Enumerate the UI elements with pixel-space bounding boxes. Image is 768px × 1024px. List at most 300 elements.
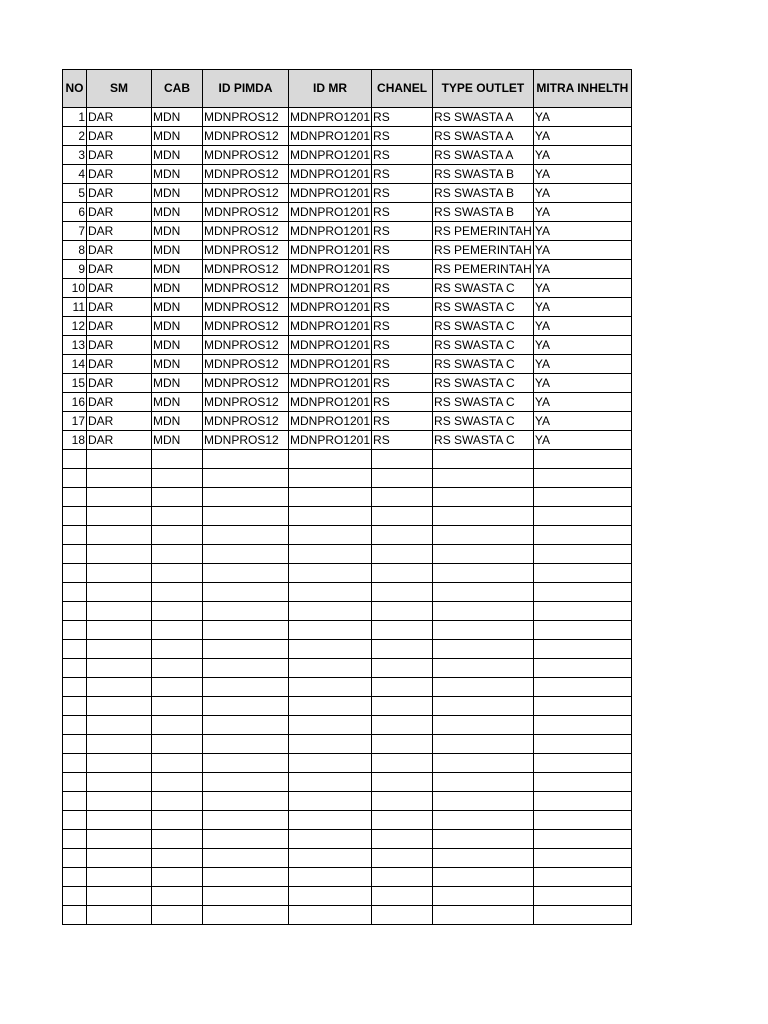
- empty-cell[interactable]: [87, 602, 152, 621]
- empty-cell[interactable]: [203, 640, 289, 659]
- cell-id-pimda[interactable]: MDNPROS12: [203, 317, 289, 336]
- empty-cell[interactable]: [63, 697, 87, 716]
- empty-cell[interactable]: [433, 716, 534, 735]
- empty-cell[interactable]: [533, 659, 631, 678]
- empty-cell[interactable]: [289, 640, 372, 659]
- empty-cell[interactable]: [372, 697, 433, 716]
- empty-cell[interactable]: [63, 450, 87, 469]
- cell-type-outlet[interactable]: RS SWASTA B: [433, 184, 534, 203]
- cell-cab[interactable]: MDN: [152, 127, 203, 146]
- empty-cell[interactable]: [203, 583, 289, 602]
- empty-cell[interactable]: [152, 906, 203, 925]
- empty-cell[interactable]: [372, 792, 433, 811]
- cell-sm[interactable]: DAR: [87, 279, 152, 298]
- empty-cell[interactable]: [63, 716, 87, 735]
- cell-id-mr[interactable]: MDNPRO1201: [289, 374, 372, 393]
- empty-cell[interactable]: [372, 659, 433, 678]
- cell-mitra-inhelth[interactable]: YA: [533, 260, 631, 279]
- empty-cell[interactable]: [289, 469, 372, 488]
- cell-mitra-inhelth[interactable]: YA: [533, 298, 631, 317]
- cell-sm[interactable]: DAR: [87, 222, 152, 241]
- cell-mitra-inhelth[interactable]: YA: [533, 355, 631, 374]
- cell-id-pimda[interactable]: MDNPROS12: [203, 108, 289, 127]
- cell-cab[interactable]: MDN: [152, 298, 203, 317]
- cell-id-mr[interactable]: MDNPRO1201: [289, 412, 372, 431]
- cell-chanel[interactable]: RS: [372, 127, 433, 146]
- cell-type-outlet[interactable]: RS SWASTA A: [433, 146, 534, 165]
- cell-sm[interactable]: DAR: [87, 355, 152, 374]
- empty-cell[interactable]: [533, 887, 631, 906]
- empty-cell[interactable]: [152, 735, 203, 754]
- empty-cell[interactable]: [63, 659, 87, 678]
- cell-mitra-inhelth[interactable]: YA: [533, 184, 631, 203]
- empty-cell[interactable]: [87, 868, 152, 887]
- empty-cell[interactable]: [289, 792, 372, 811]
- header-cell-mitra-inhelth[interactable]: MITRA INHELTH: [533, 70, 631, 108]
- empty-cell[interactable]: [203, 754, 289, 773]
- empty-cell[interactable]: [63, 678, 87, 697]
- cell-chanel[interactable]: RS: [372, 393, 433, 412]
- empty-cell[interactable]: [372, 716, 433, 735]
- empty-cell[interactable]: [152, 545, 203, 564]
- cell-mitra-inhelth[interactable]: YA: [533, 165, 631, 184]
- empty-cell[interactable]: [433, 545, 534, 564]
- cell-id-mr[interactable]: MDNPRO1201: [289, 222, 372, 241]
- cell-no[interactable]: 5: [63, 184, 87, 203]
- cell-sm[interactable]: DAR: [87, 127, 152, 146]
- empty-cell[interactable]: [63, 735, 87, 754]
- cell-mitra-inhelth[interactable]: YA: [533, 241, 631, 260]
- cell-cab[interactable]: MDN: [152, 165, 203, 184]
- empty-cell[interactable]: [152, 659, 203, 678]
- cell-type-outlet[interactable]: RS PEMERINTAH: [433, 222, 534, 241]
- cell-cab[interactable]: MDN: [152, 146, 203, 165]
- empty-cell[interactable]: [433, 640, 534, 659]
- header-cell-id-mr[interactable]: ID MR: [289, 70, 372, 108]
- empty-cell[interactable]: [289, 602, 372, 621]
- cell-no[interactable]: 8: [63, 241, 87, 260]
- cell-type-outlet[interactable]: RS SWASTA C: [433, 374, 534, 393]
- cell-mitra-inhelth[interactable]: YA: [533, 127, 631, 146]
- empty-cell[interactable]: [372, 678, 433, 697]
- cell-cab[interactable]: MDN: [152, 393, 203, 412]
- cell-id-pimda[interactable]: MDNPROS12: [203, 298, 289, 317]
- empty-cell[interactable]: [87, 621, 152, 640]
- cell-cab[interactable]: MDN: [152, 279, 203, 298]
- empty-cell[interactable]: [63, 830, 87, 849]
- cell-chanel[interactable]: RS: [372, 412, 433, 431]
- empty-cell[interactable]: [203, 526, 289, 545]
- empty-cell[interactable]: [87, 507, 152, 526]
- empty-cell[interactable]: [289, 773, 372, 792]
- empty-cell[interactable]: [289, 906, 372, 925]
- empty-cell[interactable]: [203, 792, 289, 811]
- cell-sm[interactable]: DAR: [87, 374, 152, 393]
- empty-cell[interactable]: [533, 716, 631, 735]
- empty-cell[interactable]: [433, 868, 534, 887]
- empty-cell[interactable]: [87, 830, 152, 849]
- cell-id-mr[interactable]: MDNPRO1201: [289, 127, 372, 146]
- cell-chanel[interactable]: RS: [372, 298, 433, 317]
- cell-type-outlet[interactable]: RS SWASTA C: [433, 279, 534, 298]
- cell-type-outlet[interactable]: RS SWASTA C: [433, 355, 534, 374]
- empty-cell[interactable]: [433, 849, 534, 868]
- empty-cell[interactable]: [433, 678, 534, 697]
- cell-type-outlet[interactable]: RS PEMERINTAH: [433, 260, 534, 279]
- empty-cell[interactable]: [152, 526, 203, 545]
- cell-id-pimda[interactable]: MDNPROS12: [203, 412, 289, 431]
- cell-no[interactable]: 1: [63, 108, 87, 127]
- cell-cab[interactable]: MDN: [152, 184, 203, 203]
- empty-cell[interactable]: [87, 659, 152, 678]
- cell-chanel[interactable]: RS: [372, 317, 433, 336]
- empty-cell[interactable]: [63, 507, 87, 526]
- empty-cell[interactable]: [372, 640, 433, 659]
- empty-cell[interactable]: [63, 868, 87, 887]
- empty-cell[interactable]: [372, 773, 433, 792]
- cell-id-mr[interactable]: MDNPRO1201: [289, 317, 372, 336]
- cell-type-outlet[interactable]: RS SWASTA C: [433, 431, 534, 450]
- empty-cell[interactable]: [63, 792, 87, 811]
- cell-no[interactable]: 11: [63, 298, 87, 317]
- cell-chanel[interactable]: RS: [372, 108, 433, 127]
- empty-cell[interactable]: [87, 469, 152, 488]
- empty-cell[interactable]: [87, 564, 152, 583]
- cell-sm[interactable]: DAR: [87, 165, 152, 184]
- cell-mitra-inhelth[interactable]: YA: [533, 279, 631, 298]
- empty-cell[interactable]: [533, 811, 631, 830]
- empty-cell[interactable]: [87, 583, 152, 602]
- empty-cell[interactable]: [63, 564, 87, 583]
- empty-cell[interactable]: [289, 716, 372, 735]
- cell-chanel[interactable]: RS: [372, 241, 433, 260]
- empty-cell[interactable]: [289, 697, 372, 716]
- cell-type-outlet[interactable]: RS PEMERINTAH: [433, 241, 534, 260]
- empty-cell[interactable]: [87, 697, 152, 716]
- cell-no[interactable]: 15: [63, 374, 87, 393]
- cell-no[interactable]: 13: [63, 336, 87, 355]
- cell-chanel[interactable]: RS: [372, 165, 433, 184]
- cell-id-pimda[interactable]: MDNPROS12: [203, 127, 289, 146]
- empty-cell[interactable]: [152, 887, 203, 906]
- cell-sm[interactable]: DAR: [87, 184, 152, 203]
- empty-cell[interactable]: [203, 811, 289, 830]
- cell-id-pimda[interactable]: MDNPROS12: [203, 431, 289, 450]
- empty-cell[interactable]: [152, 507, 203, 526]
- empty-cell[interactable]: [372, 564, 433, 583]
- empty-cell[interactable]: [372, 735, 433, 754]
- empty-cell[interactable]: [372, 545, 433, 564]
- empty-cell[interactable]: [533, 906, 631, 925]
- cell-cab[interactable]: MDN: [152, 412, 203, 431]
- empty-cell[interactable]: [152, 621, 203, 640]
- empty-cell[interactable]: [372, 754, 433, 773]
- cell-chanel[interactable]: RS: [372, 146, 433, 165]
- cell-type-outlet[interactable]: RS SWASTA B: [433, 165, 534, 184]
- cell-id-mr[interactable]: MDNPRO1201: [289, 165, 372, 184]
- cell-sm[interactable]: DAR: [87, 241, 152, 260]
- empty-cell[interactable]: [63, 773, 87, 792]
- cell-type-outlet[interactable]: RS SWASTA C: [433, 317, 534, 336]
- empty-cell[interactable]: [289, 450, 372, 469]
- cell-chanel[interactable]: RS: [372, 374, 433, 393]
- empty-cell[interactable]: [433, 735, 534, 754]
- empty-cell[interactable]: [203, 773, 289, 792]
- empty-cell[interactable]: [372, 811, 433, 830]
- empty-cell[interactable]: [289, 583, 372, 602]
- cell-id-mr[interactable]: MDNPRO1201: [289, 108, 372, 127]
- empty-cell[interactable]: [533, 602, 631, 621]
- cell-no[interactable]: 14: [63, 355, 87, 374]
- cell-chanel[interactable]: RS: [372, 203, 433, 222]
- empty-cell[interactable]: [87, 450, 152, 469]
- empty-cell[interactable]: [203, 830, 289, 849]
- empty-cell[interactable]: [152, 488, 203, 507]
- empty-cell[interactable]: [87, 754, 152, 773]
- empty-cell[interactable]: [152, 716, 203, 735]
- empty-cell[interactable]: [433, 583, 534, 602]
- empty-cell[interactable]: [152, 792, 203, 811]
- empty-cell[interactable]: [372, 868, 433, 887]
- cell-id-pimda[interactable]: MDNPROS12: [203, 374, 289, 393]
- empty-cell[interactable]: [533, 773, 631, 792]
- empty-cell[interactable]: [433, 488, 534, 507]
- empty-cell[interactable]: [63, 754, 87, 773]
- cell-sm[interactable]: DAR: [87, 393, 152, 412]
- empty-cell[interactable]: [533, 526, 631, 545]
- empty-cell[interactable]: [533, 678, 631, 697]
- cell-no[interactable]: 3: [63, 146, 87, 165]
- cell-no[interactable]: 9: [63, 260, 87, 279]
- empty-cell[interactable]: [152, 754, 203, 773]
- cell-cab[interactable]: MDN: [152, 203, 203, 222]
- empty-cell[interactable]: [87, 906, 152, 925]
- cell-id-pimda[interactable]: MDNPROS12: [203, 279, 289, 298]
- cell-mitra-inhelth[interactable]: YA: [533, 203, 631, 222]
- empty-cell[interactable]: [289, 507, 372, 526]
- empty-cell[interactable]: [63, 621, 87, 640]
- empty-cell[interactable]: [203, 849, 289, 868]
- header-cell-cab[interactable]: CAB: [152, 70, 203, 108]
- empty-cell[interactable]: [533, 621, 631, 640]
- empty-cell[interactable]: [433, 526, 534, 545]
- empty-cell[interactable]: [87, 773, 152, 792]
- cell-cab[interactable]: MDN: [152, 336, 203, 355]
- cell-type-outlet[interactable]: RS SWASTA C: [433, 336, 534, 355]
- cell-sm[interactable]: DAR: [87, 146, 152, 165]
- empty-cell[interactable]: [87, 792, 152, 811]
- empty-cell[interactable]: [533, 583, 631, 602]
- empty-cell[interactable]: [63, 640, 87, 659]
- empty-cell[interactable]: [289, 830, 372, 849]
- empty-cell[interactable]: [289, 678, 372, 697]
- empty-cell[interactable]: [203, 545, 289, 564]
- empty-cell[interactable]: [433, 621, 534, 640]
- empty-cell[interactable]: [63, 811, 87, 830]
- empty-cell[interactable]: [372, 488, 433, 507]
- empty-cell[interactable]: [87, 811, 152, 830]
- empty-cell[interactable]: [87, 849, 152, 868]
- cell-sm[interactable]: DAR: [87, 108, 152, 127]
- cell-id-pimda[interactable]: MDNPROS12: [203, 241, 289, 260]
- empty-cell[interactable]: [533, 545, 631, 564]
- empty-cell[interactable]: [372, 450, 433, 469]
- empty-cell[interactable]: [203, 868, 289, 887]
- empty-cell[interactable]: [289, 754, 372, 773]
- empty-cell[interactable]: [152, 583, 203, 602]
- empty-cell[interactable]: [203, 450, 289, 469]
- empty-cell[interactable]: [533, 469, 631, 488]
- cell-sm[interactable]: DAR: [87, 431, 152, 450]
- cell-chanel[interactable]: RS: [372, 260, 433, 279]
- cell-mitra-inhelth[interactable]: YA: [533, 146, 631, 165]
- empty-cell[interactable]: [289, 659, 372, 678]
- cell-mitra-inhelth[interactable]: YA: [533, 336, 631, 355]
- empty-cell[interactable]: [63, 488, 87, 507]
- cell-no[interactable]: 10: [63, 279, 87, 298]
- cell-cab[interactable]: MDN: [152, 355, 203, 374]
- cell-id-pimda[interactable]: MDNPROS12: [203, 203, 289, 222]
- cell-id-mr[interactable]: MDNPRO1201: [289, 241, 372, 260]
- cell-id-pimda[interactable]: MDNPROS12: [203, 393, 289, 412]
- cell-id-pimda[interactable]: MDNPROS12: [203, 336, 289, 355]
- cell-id-mr[interactable]: MDNPRO1201: [289, 203, 372, 222]
- empty-cell[interactable]: [533, 849, 631, 868]
- cell-id-pimda[interactable]: MDNPROS12: [203, 184, 289, 203]
- cell-chanel[interactable]: RS: [372, 222, 433, 241]
- empty-cell[interactable]: [433, 773, 534, 792]
- cell-no[interactable]: 18: [63, 431, 87, 450]
- empty-cell[interactable]: [372, 526, 433, 545]
- empty-cell[interactable]: [152, 678, 203, 697]
- empty-cell[interactable]: [203, 678, 289, 697]
- empty-cell[interactable]: [203, 659, 289, 678]
- empty-cell[interactable]: [533, 507, 631, 526]
- cell-cab[interactable]: MDN: [152, 260, 203, 279]
- cell-type-outlet[interactable]: RS SWASTA C: [433, 412, 534, 431]
- empty-cell[interactable]: [433, 792, 534, 811]
- cell-no[interactable]: 16: [63, 393, 87, 412]
- empty-cell[interactable]: [433, 811, 534, 830]
- cell-no[interactable]: 17: [63, 412, 87, 431]
- header-cell-type-outlet[interactable]: TYPE OUTLET: [433, 70, 534, 108]
- cell-cab[interactable]: MDN: [152, 374, 203, 393]
- empty-cell[interactable]: [372, 469, 433, 488]
- empty-cell[interactable]: [433, 659, 534, 678]
- cell-mitra-inhelth[interactable]: YA: [533, 431, 631, 450]
- empty-cell[interactable]: [533, 640, 631, 659]
- empty-cell[interactable]: [372, 830, 433, 849]
- empty-cell[interactable]: [433, 469, 534, 488]
- empty-cell[interactable]: [87, 678, 152, 697]
- empty-cell[interactable]: [372, 602, 433, 621]
- empty-cell[interactable]: [203, 488, 289, 507]
- cell-id-pimda[interactable]: MDNPROS12: [203, 260, 289, 279]
- empty-cell[interactable]: [372, 887, 433, 906]
- empty-cell[interactable]: [152, 469, 203, 488]
- empty-cell[interactable]: [203, 469, 289, 488]
- empty-cell[interactable]: [433, 564, 534, 583]
- cell-no[interactable]: 12: [63, 317, 87, 336]
- empty-cell[interactable]: [289, 621, 372, 640]
- cell-no[interactable]: 7: [63, 222, 87, 241]
- empty-cell[interactable]: [533, 868, 631, 887]
- empty-cell[interactable]: [533, 754, 631, 773]
- cell-cab[interactable]: MDN: [152, 222, 203, 241]
- empty-cell[interactable]: [87, 526, 152, 545]
- cell-id-pimda[interactable]: MDNPROS12: [203, 146, 289, 165]
- empty-cell[interactable]: [152, 773, 203, 792]
- empty-cell[interactable]: [63, 583, 87, 602]
- empty-cell[interactable]: [372, 621, 433, 640]
- empty-cell[interactable]: [289, 564, 372, 583]
- empty-cell[interactable]: [63, 887, 87, 906]
- empty-cell[interactable]: [152, 849, 203, 868]
- empty-cell[interactable]: [63, 602, 87, 621]
- cell-cab[interactable]: MDN: [152, 317, 203, 336]
- empty-cell[interactable]: [289, 849, 372, 868]
- cell-sm[interactable]: DAR: [87, 317, 152, 336]
- cell-id-pimda[interactable]: MDNPROS12: [203, 222, 289, 241]
- empty-cell[interactable]: [372, 849, 433, 868]
- empty-cell[interactable]: [87, 488, 152, 507]
- empty-cell[interactable]: [372, 583, 433, 602]
- cell-cab[interactable]: MDN: [152, 241, 203, 260]
- empty-cell[interactable]: [533, 792, 631, 811]
- cell-no[interactable]: 6: [63, 203, 87, 222]
- cell-id-mr[interactable]: MDNPRO1201: [289, 279, 372, 298]
- empty-cell[interactable]: [433, 602, 534, 621]
- cell-cab[interactable]: MDN: [152, 108, 203, 127]
- cell-chanel[interactable]: RS: [372, 336, 433, 355]
- cell-mitra-inhelth[interactable]: YA: [533, 393, 631, 412]
- cell-type-outlet[interactable]: RS SWASTA B: [433, 203, 534, 222]
- header-cell-id-pimda[interactable]: ID PIMDA: [203, 70, 289, 108]
- cell-type-outlet[interactable]: RS SWASTA C: [433, 298, 534, 317]
- cell-chanel[interactable]: RS: [372, 279, 433, 298]
- cell-id-mr[interactable]: MDNPRO1201: [289, 146, 372, 165]
- cell-id-mr[interactable]: MDNPRO1201: [289, 393, 372, 412]
- empty-cell[interactable]: [533, 830, 631, 849]
- empty-cell[interactable]: [433, 887, 534, 906]
- empty-cell[interactable]: [87, 640, 152, 659]
- empty-cell[interactable]: [289, 735, 372, 754]
- cell-chanel[interactable]: RS: [372, 431, 433, 450]
- empty-cell[interactable]: [533, 697, 631, 716]
- empty-cell[interactable]: [152, 868, 203, 887]
- header-cell-chanel[interactable]: CHANEL: [372, 70, 433, 108]
- empty-cell[interactable]: [203, 697, 289, 716]
- header-cell-sm[interactable]: SM: [87, 70, 152, 108]
- empty-cell[interactable]: [87, 735, 152, 754]
- empty-cell[interactable]: [433, 830, 534, 849]
- empty-cell[interactable]: [289, 868, 372, 887]
- cell-mitra-inhelth[interactable]: YA: [533, 412, 631, 431]
- cell-chanel[interactable]: RS: [372, 355, 433, 374]
- cell-sm[interactable]: DAR: [87, 260, 152, 279]
- empty-cell[interactable]: [203, 735, 289, 754]
- empty-cell[interactable]: [203, 507, 289, 526]
- cell-id-mr[interactable]: MDNPRO1201: [289, 336, 372, 355]
- cell-type-outlet[interactable]: RS SWASTA A: [433, 127, 534, 146]
- cell-no[interactable]: 4: [63, 165, 87, 184]
- empty-cell[interactable]: [63, 545, 87, 564]
- empty-cell[interactable]: [433, 906, 534, 925]
- header-cell-no[interactable]: NO: [63, 70, 87, 108]
- empty-cell[interactable]: [433, 507, 534, 526]
- empty-cell[interactable]: [203, 716, 289, 735]
- empty-cell[interactable]: [289, 887, 372, 906]
